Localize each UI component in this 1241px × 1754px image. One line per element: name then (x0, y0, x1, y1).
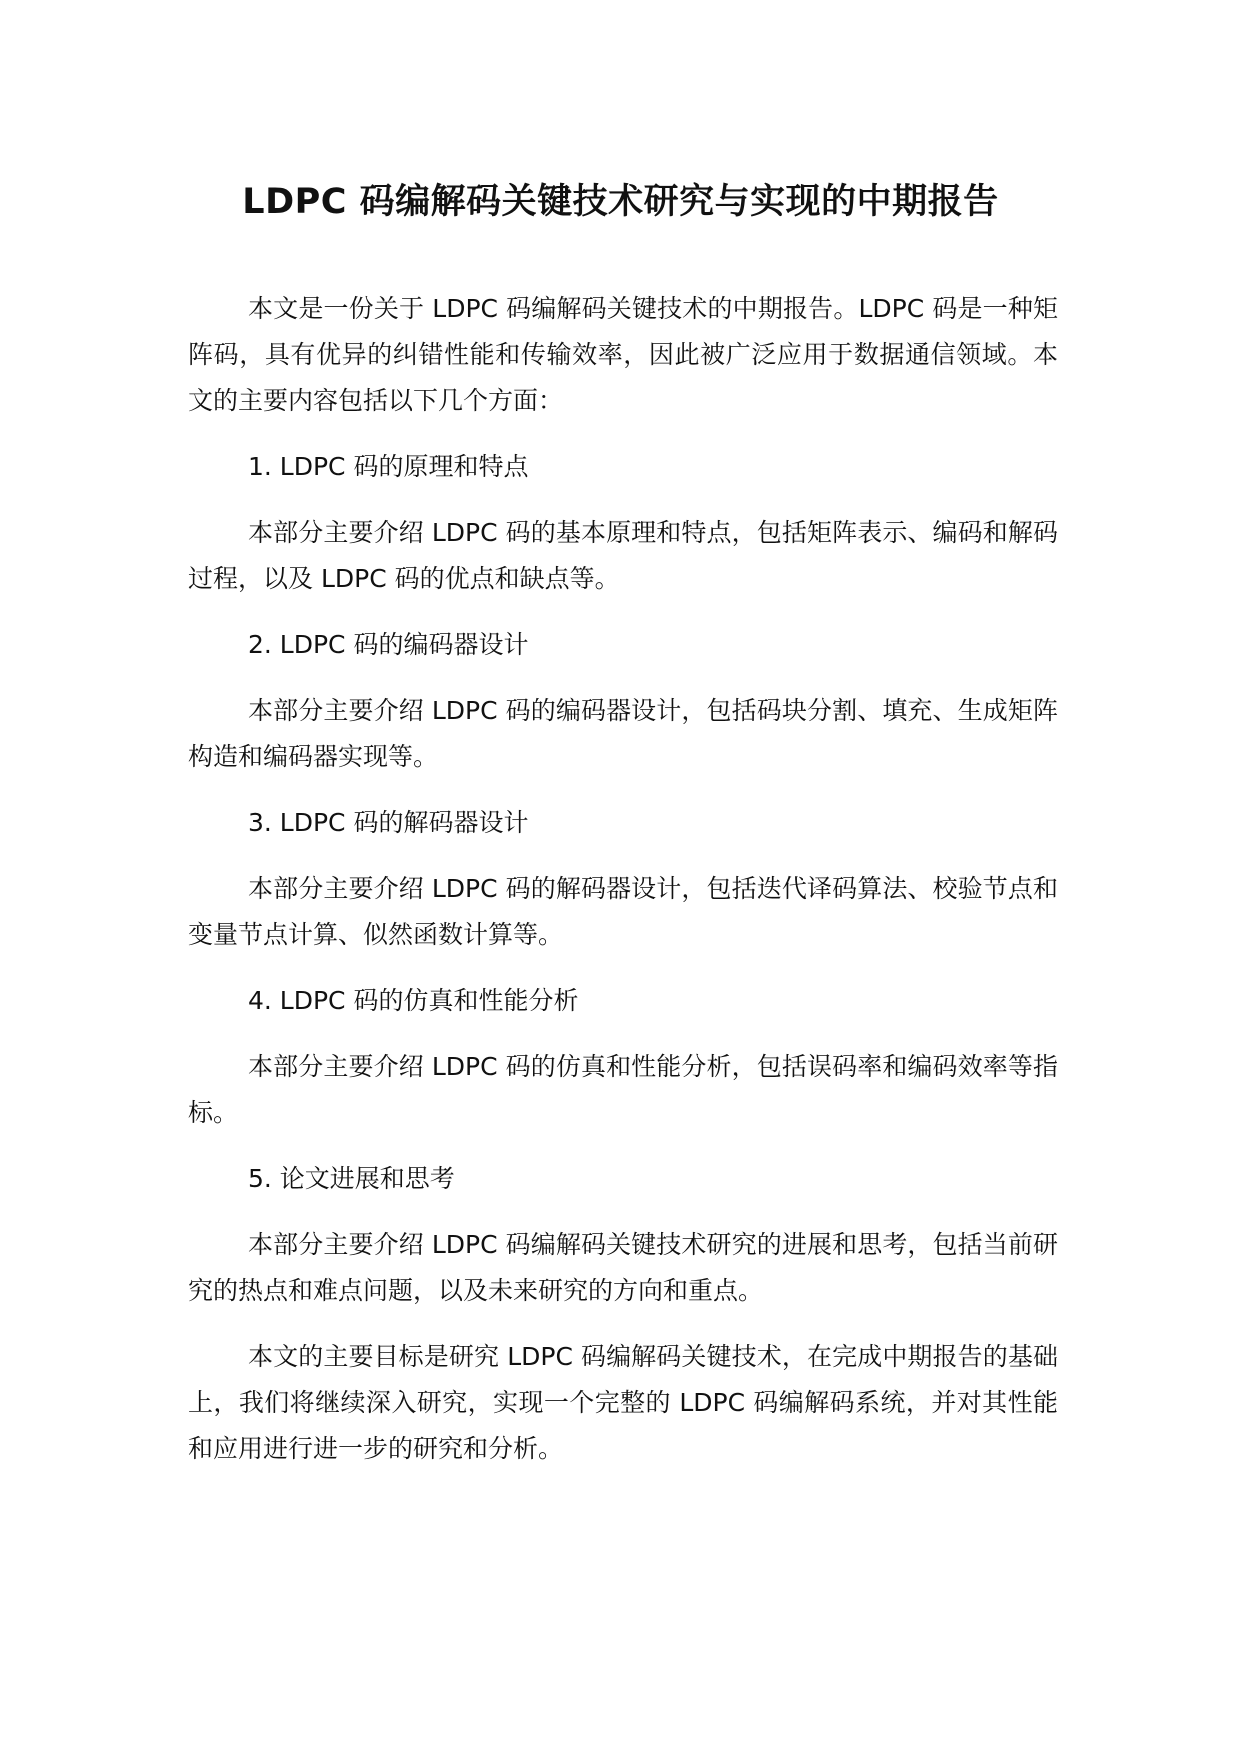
section-heading-1: 1. LDPC 码的原理和特点 (248, 452, 529, 481)
section-text-4: 本部分主要介绍 LDPC 码的仿真和性能分析，包括误码率和编码效率等指标。 (188, 1052, 1058, 1127)
section-text-1: 本部分主要介绍 LDPC 码的基本原理和特点，包括矩阵表示、编码和解码过程，以及 LDPC 码的优点和缺点等。 (188, 518, 1058, 593)
document-body (188, 286, 1058, 1492)
section-heading-5: 5. 论文进展和思考 (248, 1164, 455, 1193)
section-text-2: 本部分主要介绍 LDPC 码的编码器设计，包括码块分割、填充、生成矩阵构造和编码器实现等。 (188, 696, 1058, 771)
section-heading-2: 2. LDPC 码的编码器设计 (248, 630, 529, 659)
conclusion-paragraph: 本文的主要目标是研究 LDPC 码编解码关键技术，在完成中期报告的基础上，我们将继续深入研究，实现一个完整的 LDPC 码编解码系统，并对其性能和应用进行进一步的研究和分析。 (188, 1342, 1058, 1463)
section-text-5: 本部分主要介绍 LDPC 码编解码关键技术研究的进展和思考，包括当前研究的热点和难点问题，以及未来研究的方向和重点。 (188, 1230, 1058, 1305)
section-heading-4: 4. LDPC 码的仿真和性能分析 (248, 986, 579, 1015)
section-text-3: 本部分主要介绍 LDPC 码的解码器设计，包括迭代译码算法、校验节点和变量节点计算、似然函数计算等。 (188, 874, 1058, 949)
section-heading-3: 3. LDPC 码的解码器设计 (248, 808, 529, 837)
document-title: LDPC 码编解码关键技术研究与实现的中期报告 (242, 182, 999, 222)
intro-paragraph: 本文是一份关于 LDPC 码编解码关键技术的中期报告。LDPC 码是一种矩阵码，具有优异的纠错性能和传输效率，因此被广泛应用于数据通信领域。本文的主要内容包括以下几个方面： (188, 294, 1058, 415)
